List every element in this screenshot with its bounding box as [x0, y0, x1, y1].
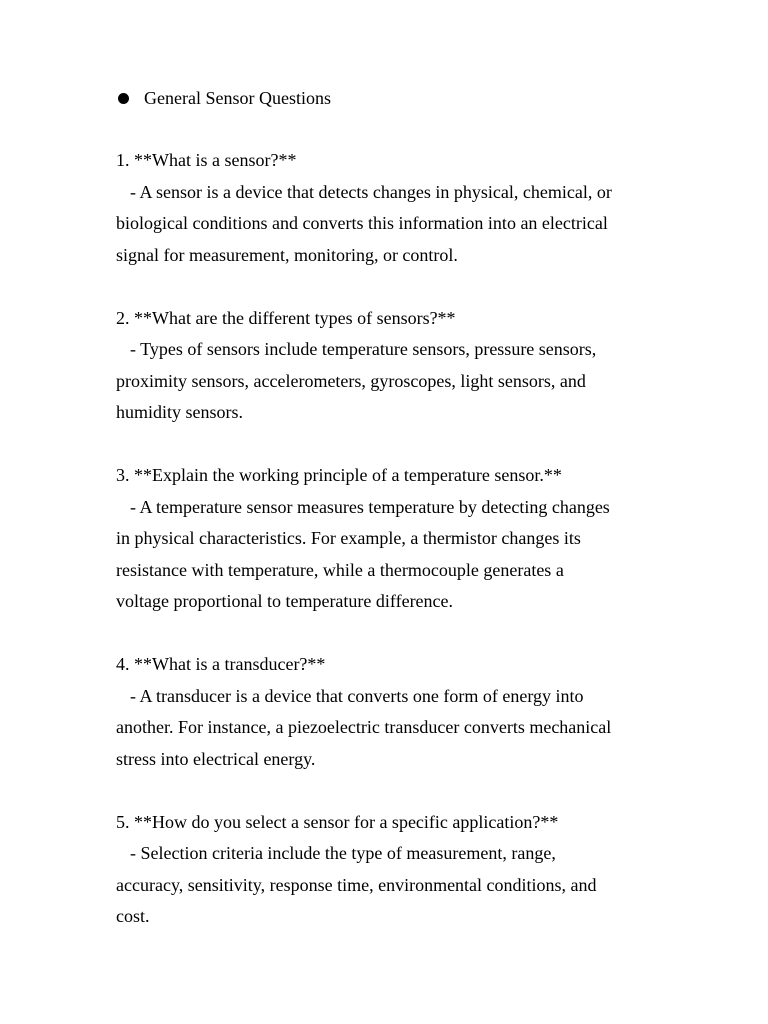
answer-line: in physical characteristics. For example, a thermistor changes its — [116, 528, 581, 548]
answer-line: - A sensor is a device that detects changes in physical, chemical, or — [130, 181, 612, 202]
qa-item — [116, 649, 676, 775]
answer-line: signal for measurement, monitoring, or control. — [116, 244, 458, 265]
answer-line: voltage proportional to temperature difference. — [116, 591, 454, 611]
answer-line: proximity sensors, accelerometers, gyroscopes, light sensors, and — [116, 370, 586, 391]
answer-line: biological conditions and converts this information into an electrical — [116, 213, 608, 233]
answer-line: another. For instance, a piezoelectric transducer converts mechanical — [116, 717, 612, 737]
question-text: 5. **How do you select a sensor for a specific application?** — [116, 811, 559, 832]
question-text: 2. **What are the different types of sensors?** — [116, 307, 456, 328]
answer-line: stress into electrical energy. — [116, 748, 316, 769]
section-heading-text: General Sensor Questions — [144, 87, 331, 108]
answer-line: humidity sensors. — [116, 402, 244, 422]
qa-list — [116, 145, 676, 964]
qa-item — [116, 303, 676, 429]
answer-line: - Types of sensors include temperature sensors, pressure sensors, — [130, 339, 597, 359]
answer-line: - A temperature sensor measures temperature by detecting changes — [130, 496, 610, 517]
qa-item — [116, 460, 676, 618]
answer-line: cost. — [116, 906, 150, 926]
section-heading — [116, 84, 331, 112]
question-text: 1. **What is a sensor?** — [116, 150, 297, 170]
answer-line: - A transducer is a device that converts one form of energy into — [130, 685, 584, 706]
qa-item — [116, 807, 676, 933]
answer-line: accuracy, sensitivity, response time, environmental conditions, and — [116, 874, 597, 895]
bullet-icon — [118, 93, 129, 104]
answer-line: - Selection criteria include the type of measurement, range, — [130, 843, 556, 863]
question-text: 3. **Explain the working principle of a temperature sensor.** — [116, 465, 562, 485]
qa-item — [116, 145, 676, 271]
question-text: 4. **What is a transducer?** — [116, 654, 326, 674]
answer-line: resistance with temperature, while a thermocouple generates a — [116, 559, 564, 580]
